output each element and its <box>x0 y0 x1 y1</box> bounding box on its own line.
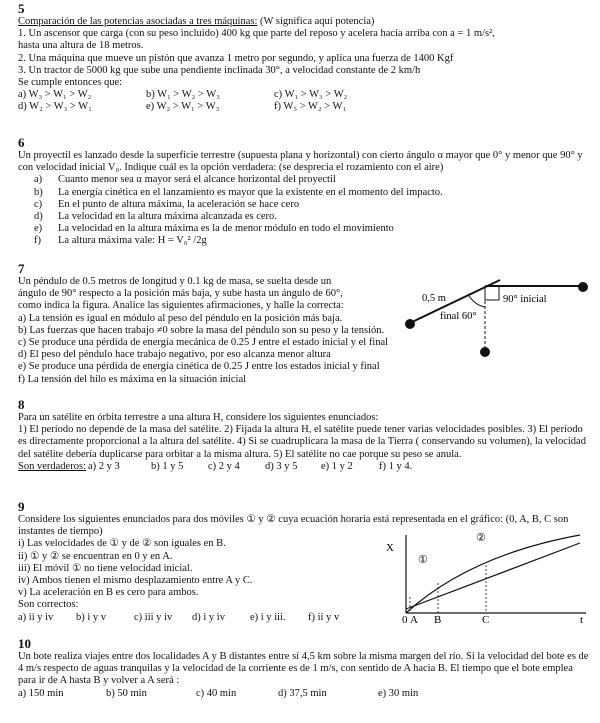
option[interactable]: d) W₂ > W₃ > W₁ <box>18 101 92 113</box>
statement: ángulo de 90° respecto a la posición más baja, y sube hasta un ángulo de 60°, <box>18 288 343 300</box>
option[interactable]: e) i y iii. <box>250 611 286 623</box>
question-5 <box>18 2 592 114</box>
tick-label: B <box>434 614 442 625</box>
option[interactable]: b) 1 y 5 <box>151 460 184 472</box>
option[interactable]: a) 150 min <box>18 687 64 699</box>
question-number: 8 <box>18 397 25 412</box>
option[interactable]: e) W₂ > W₁ > W₃ <box>146 101 220 113</box>
option[interactable]: b) i y v <box>76 611 107 623</box>
option[interactable]: a) Cuanto menor sea α mayor será el alcance horizontal del proyectil <box>34 174 336 186</box>
options-row <box>18 688 592 700</box>
option[interactable]: d) El peso del péndulo hace trabajo negativo, por eso alcanza menor altura <box>18 349 331 361</box>
length-label: 0,5 m <box>422 293 446 304</box>
option[interactable]: b) Las fuerzas que hacen trabajo ≠0 sobre la masa del péndulo son su peso y la tensión. <box>18 324 385 336</box>
statement: v) La aceleración en B es cero para ambos. <box>18 587 199 599</box>
option[interactable]: c) Se produce una pérdida de energía mecánica de 0.25 J entre el estado inicial y el final <box>18 337 389 349</box>
statement: i) Las velocidades de ① y de ② son iguales en B. <box>18 538 226 550</box>
option[interactable]: e) 1 y 2 <box>321 460 353 472</box>
pendulum-figure <box>400 275 600 360</box>
statement: 3. Un tractor de 5000 kg que sube una pendiente inclinada 30°, a velocidad constante de 2 km/h <box>18 64 421 76</box>
prompt: Se cumple entonces que: <box>18 77 123 89</box>
tick-label: C <box>482 614 490 625</box>
question-text: instantes de tiempo) <box>18 526 103 538</box>
option[interactable]: b) W₁ > W₂ > W₃ <box>146 89 220 101</box>
option[interactable]: d) i y iv <box>192 611 225 623</box>
statement: 2. Una máquina que mueve un pistón que avanza 1 metro por segundo, y aplica una fuerza de 1400 Kgf <box>18 52 454 64</box>
tick-label: A <box>410 614 418 625</box>
option[interactable]: d) 37,5 min <box>278 687 327 699</box>
question-intro: Para un satélite en órbita terrestre a una altura H, considere los siguientes enunciados: <box>18 412 379 423</box>
option[interactable]: d) La velocidad en la altura máxima alcanzada es cero. <box>34 211 277 223</box>
option[interactable]: f) La altura máxima vale: H = V₀² /2g <box>34 235 207 247</box>
question-8 <box>18 398 592 473</box>
question-number: 9 <box>18 499 25 514</box>
position-time-graph <box>380 525 595 625</box>
option[interactable]: c) iii y iv <box>134 611 173 623</box>
option[interactable]: c) 2 y 4 <box>208 460 240 472</box>
option[interactable]: f) ii y v <box>308 611 340 623</box>
option[interactable]: b) La energía cinética en el lanzamiento es mayor que la existente en el momento del impacto. <box>34 186 443 198</box>
question-10 <box>18 637 592 700</box>
tick-label: 0 <box>402 614 408 625</box>
curve-2-label: ② <box>476 532 486 544</box>
question-number: 10 <box>18 636 31 651</box>
option[interactable]: a) W₃ > W₁ > W₂ <box>18 89 92 101</box>
question-number: 7 <box>18 261 25 276</box>
option[interactable]: a) La tensión es igual en módulo al peso del péndulo en la posición más baja. <box>18 312 343 324</box>
curve-1-label: ① <box>418 554 428 566</box>
answer-prompt: Son verdaderos: <box>18 460 86 472</box>
x-axis-label: t <box>580 614 584 625</box>
statement: hasta una altura de 18 metros. <box>18 40 144 52</box>
question-number: 5 <box>18 1 25 16</box>
option[interactable]: e) 30 min <box>378 687 419 699</box>
statement: iii) El móvil ① no tiene velocidad inicial. <box>18 562 193 574</box>
option[interactable]: c) En el punto de altura máxima, la aceleración se hace cero <box>34 198 300 210</box>
y-axis-label: X <box>386 542 394 554</box>
curve-2 <box>406 535 580 613</box>
question-title: Comparación de las potencias asociadas a tres máquinas: (W significa aquí potencia) <box>18 16 375 27</box>
option[interactable]: f) La tensión del hilo es máxima en la situación inicial <box>18 373 247 385</box>
option[interactable]: c) W₁ > W₃ > W₂ <box>274 89 348 101</box>
statement: 1. Un ascensor que carga (con su peso incluido) 400 kg que parte del reposo y acelera hacia arriba con a = 1 m/s², <box>18 28 495 40</box>
option[interactable]: d) 3 y 5 <box>265 460 298 472</box>
options-row <box>18 101 592 113</box>
question-text: Un proyectil es lanzado desde la superficie terrestre (supuesta plana y horizontal) con cierto ángulo α mayor que 0° y menor que 90° y con velocidad inicial V₀. Indique cuál es la opción verdadera: (se desprecia el rozamiento con el aire) <box>18 150 583 174</box>
option[interactable]: f) W₃ > W₂ > W₁ <box>274 101 347 113</box>
final-angle-label: final 60° <box>440 311 477 322</box>
statement: ii) ① y ② se encuentran en 0 y en A. <box>18 550 173 562</box>
prompt: Son correctos: <box>18 599 79 611</box>
option[interactable]: c) 40 min <box>196 687 237 699</box>
options-row <box>18 461 592 473</box>
statement: iv) Ambos tienen el mismo desplazamiento entre A y C. <box>18 575 253 587</box>
statement: como indica la figura. Analice las siguientes afirmaciones, y halle la correcta: <box>18 300 344 312</box>
option[interactable]: a) 2 y 3 <box>88 460 120 472</box>
question-text: Un bote realiza viajes entre dos localidades A y B distantes entre sí 4,5 km sobre la misma margen del río. Si la velocidad del bote es de 4 m/s respecto de aguas tranquilas y la velocidad de la corriente es de 1 m/s, con sentido de A hacia B. El tiempo que el bote emplea para ir de A hasta B y volver a A será : <box>18 651 589 687</box>
question-text: Considere los siguientes enunciados para dos móviles ① y ② cuya ecuación horaria está representada en el gráfico: (0, A, B, C son <box>18 514 569 525</box>
option[interactable]: b) 50 min <box>106 687 147 699</box>
statement: Un péndulo de 0.5 metros de longitud y 0.1 kg de masa, se suelta desde un <box>18 276 332 287</box>
option[interactable]: e) La velocidad en la altura máxima es la de menor módulo en todo el movimiento <box>34 223 394 235</box>
options-row <box>18 89 592 101</box>
curve-1 <box>406 543 580 609</box>
question-text: 1) El período no depende de la masa del satélite. 2) Fijada la altura H, el satélite puede tener varias velocidades posibles. 3) El período es directamente proporcional a la altura del satélite. 4) Si se cuadruplicara la masa de la Tierra ( conservando su volumen), la velocidad del satélite debería duplicarse para orbitar a la misma altura. 5) El satélite no cae porque su peso se anula. <box>18 424 586 460</box>
question-number: 6 <box>18 135 25 150</box>
option[interactable]: f) 1 y 4. <box>379 460 413 472</box>
option[interactable]: e) Se produce una pérdida de energía cinética de 0.25 J entre los estados inicial y final <box>18 361 380 373</box>
options-list <box>18 174 592 247</box>
initial-angle-label: 90° inicial <box>503 294 547 305</box>
option[interactable]: a) ii y iv <box>18 611 54 623</box>
question-6 <box>18 136 592 248</box>
